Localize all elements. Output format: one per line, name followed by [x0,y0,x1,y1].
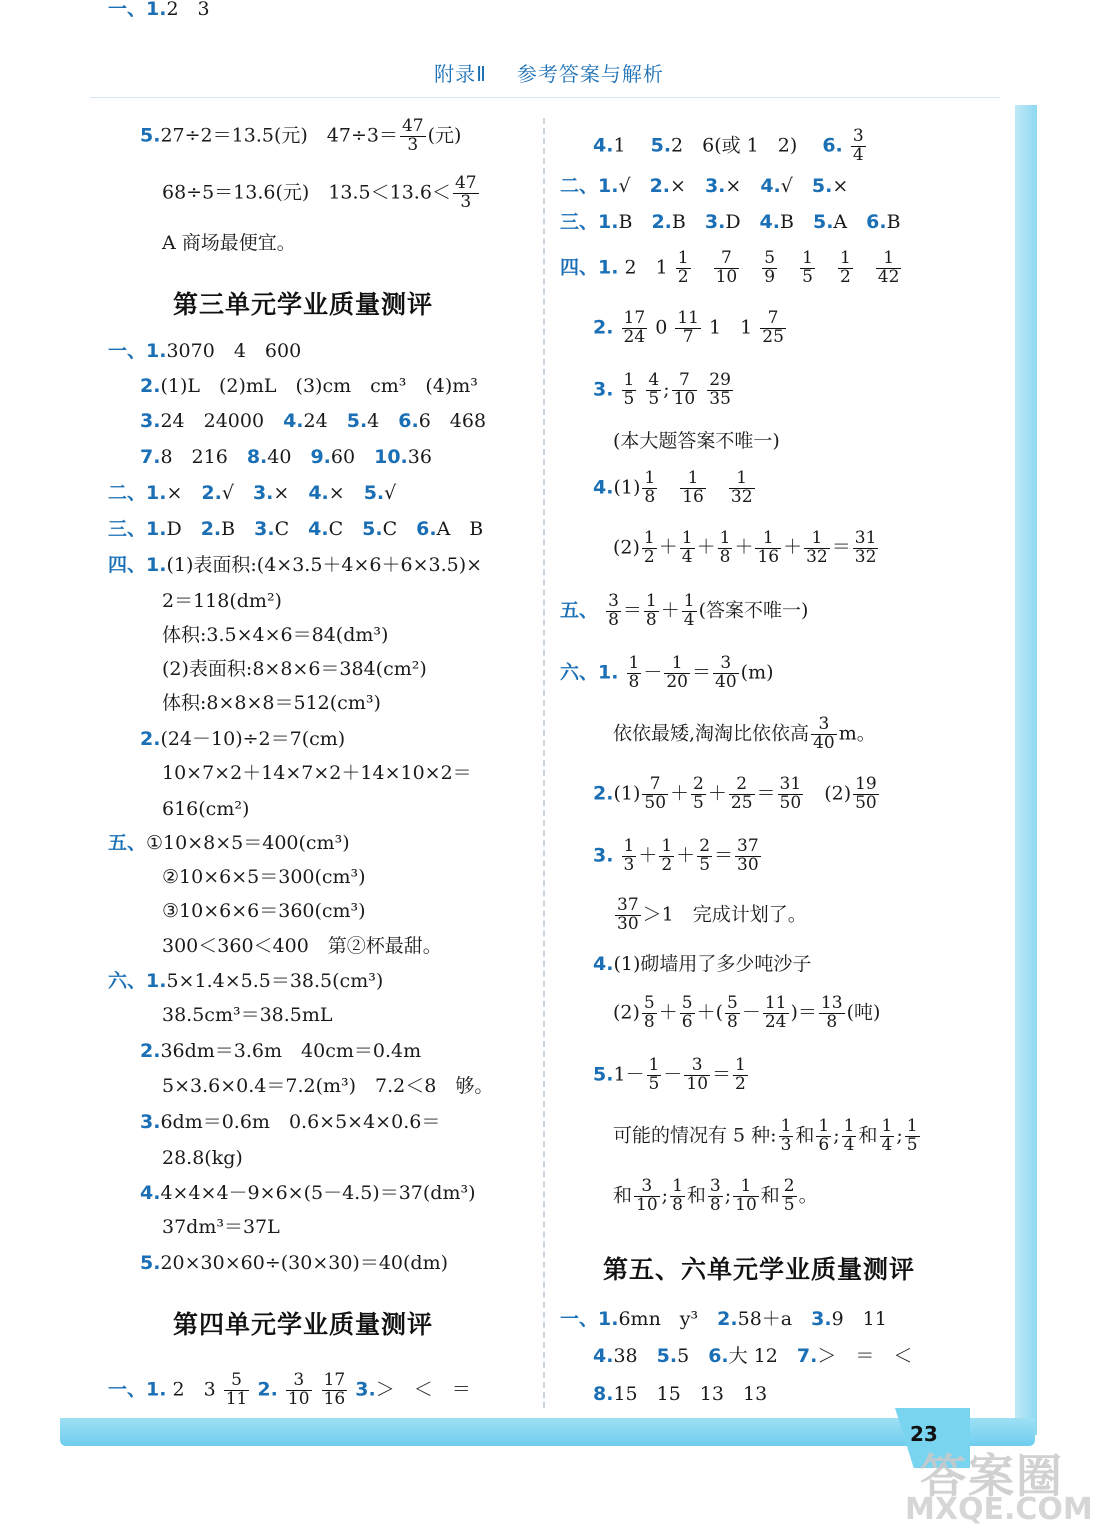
left-answer-line: 37dm³＝37L [162,1216,280,1238]
fraction: $\frac{1}{2}$ [839,248,851,287]
left-answer-line: 5×3.6×0.4＝7.2(m³) 7.2＜8 够。 [162,1075,494,1097]
fraction: $\frac{31}{32}$ [854,528,877,567]
page-number: 23 [910,1422,938,1446]
fraction: $\frac{3}{4}$ [852,126,864,165]
left-answer-line: 616(cm²) [162,798,250,820]
right-answer-line: (2) $\frac{1}{2}$ ＋ $\frac{1}{4}$ ＋ $\frac{1}{8}$ ＋ $\frac{1}{16}$ ＋ $\frac{1}{32}$ ＝ $\frac{31}{32}$ [613,528,877,567]
side-decoration-band [1015,105,1037,1435]
fraction: $\frac{47}{3}$ [454,173,477,212]
fraction: $\frac{7}{10}$ [715,248,738,287]
page-header [0,58,1098,87]
left-answer-line: 4.4×4×4－9×6×(5－4.5)＝37(dm³) [140,1182,476,1204]
right-answer-line: 8.15 15 13 13 [593,1383,768,1405]
right-answer-line: 可能的情况有 5 种: $\frac{1}{3}$ 和 $\frac{1}{6}$ ; $\frac{1}{4}$ 和 $\frac{1}{4}$ ; $\frac{1}{5}$ [613,1116,918,1155]
section-title: 第四单元学业质量测评 [173,1310,434,1339]
right-answer-line: 4.(1) $\frac{1}{8}$ $\frac{1}{16}$ $\frac{1}{32}$ [593,468,753,507]
left-answer-line: 5.20×30×60÷(30×30)＝40(dm) [140,1252,449,1274]
fraction: $\frac{5}{9}$ [764,248,776,287]
left-answer-line: 5.27÷2＝13.5(元) 47÷3＝ $\frac{47}{3}$ (元) [140,116,462,155]
fraction: $\frac{1}{2}$ [677,248,689,287]
right-answer-line: 3. $\frac{1}{3}$ ＋ $\frac{1}{2}$ ＋ $\frac{2}{5}$ ＝ $\frac{37}{30}$ [593,836,759,875]
left-answer-line: 2＝118(dm²) [162,590,282,612]
fraction: $\frac{1}{2}$ [643,528,655,567]
right-answer-line: 2. $\frac{17}{24}$ 0 $\frac{11}{7}$ 1 1 $\frac{7}{25}$ [593,308,784,347]
watermark-url: MXQE.COM [905,1492,1093,1527]
left-answer-line: ②10×6×5＝300(cm³) [162,866,366,888]
section-title: 第三单元学业质量测评 [173,290,434,319]
left-answer-line: 五、①10×8×5＝400(cm³) [108,832,350,854]
left-answer-line: 四、1.(1)表面积:(4×3.5＋4×6＋6×3.5)× [108,554,483,576]
fraction: $\frac{5}{11}$ [225,1370,248,1409]
left-answer-line: 一、1. 2 3 $\frac{5}{11}$ 2. $\frac{3}{10}$ $\frac{17}{16}$ 3.＞ ＜ ＝ [108,1370,471,1409]
header-title: 参考答案与解析 [516,62,664,86]
left-answer-line: 7.8 216 8.40 9.60 10.36 [140,446,432,468]
right-answer-line: 和 $\frac{3}{10}$ ; $\frac{1}{8}$ 和 $\frac{3}{8}$ ; $\frac{1}{10}$ 和 $\frac{2}{5}$ 。 [613,1176,818,1215]
fraction: $\frac{1}{32}$ [730,468,753,507]
right-answer-line: (本大题答案不唯一) [613,430,780,452]
header-rule [90,97,1000,98]
left-answer-line: 68÷5＝13.6(元) 13.5＜13.6＜ $\frac{47}{3}$ [162,173,477,212]
left-answer-line: 体积:8×8×8＝512(cm³) [162,692,381,714]
fraction: $\frac{1}{5}$ [802,248,813,287]
left-answer-line: A 商场最便宜。 [162,232,296,254]
left-answer-line: 38.5cm³＝38.5mL [162,1004,333,1026]
column-divider [543,118,545,1408]
fraction: $\frac{47}{3}$ [401,116,424,155]
right-answer-line: 六、1. $\frac{1}{8}$ － $\frac{1}{20}$ ＝ $\frac{3}{40}$ (m) [560,653,774,692]
right-answer-line: 四、1. 2 1 $\frac{1}{2}$ $\frac{7}{10}$ $\frac{5}{9}$ $\frac{1}{5}$ $\frac{1}{2}$ $\frac{1}{42}$ [560,248,900,287]
right-answer-line: 4.38 5.5 6.大 12 7.＞ ＝ ＜ [593,1345,913,1367]
right-answer-line: 4.(1)砌墙用了多少吨沙子 [593,953,812,975]
right-answer-line: 依依最矮,淘淘比依依高 $\frac{3}{40}$ m。 [613,714,876,753]
left-answer-line: 二、1.× 2.√ 3.× 4.× 5.√ [108,482,397,504]
right-answer-line: 2.(1) $\frac{7}{50}$ ＋ $\frac{2}{5}$ ＋ $\frac{2}{25}$ ＝ $\frac{31}{50}$ (2) $\frac{19}{50}$ [593,774,877,813]
right-answer-line: 5.1－ $\frac{1}{5}$ － $\frac{3}{10}$ ＝ $\frac{1}{2}$ [593,1055,746,1094]
right-answer-line: 4.1 5.2 6(或 1 2) 6. $\frac{3}{4}$ [593,126,864,165]
fraction: $\frac{1}{8}$ [719,528,731,567]
fraction: $\frac{1}{8}$ [644,468,656,507]
left-answer-line: 2.36dm＝3.6m 40cm＝0.4m [140,1040,422,1062]
fraction: $\frac{1}{16}$ [757,528,780,567]
left-answer-line: 一、1.3070 4 600 [108,340,302,362]
header-appendix: 附录Ⅱ [434,62,487,86]
left-answer-line: 3.24 24000 4.24 5.4 6.6 468 [140,410,487,432]
right-answer-line: 二、1.√ 2.× 3.× 4.√ 5.× [560,175,849,197]
right-answer-line: 一、1.6mn y³ 2.58＋a 3.9 11 [560,1308,887,1330]
left-answer-line: 28.8(kg) [162,1147,243,1169]
left-answer-line: 体积:3.5×4×6＝84(dm³) [162,624,389,646]
left-answer-line: 10×7×2＋14×7×2＋14×10×2＝ [162,762,472,784]
left-answer-line: (2)表面积:8×8×6＝384(cm²) [162,658,427,680]
fraction: $\frac{1}{4}$ [681,528,693,567]
left-answer-line: 六、1.5×1.4×5.5＝38.5(cm³) [108,970,384,992]
right-answer-line: (2) $\frac{5}{8}$ ＋ $\frac{5}{6}$ ＋( $\frac{5}{8}$ － $\frac{11}{24}$ )＝ $\frac{13}{8}$ (吨) [613,993,881,1032]
fraction: $\frac{1}{32}$ [806,528,828,567]
left-answer-line: 三、1.D 2.B 3.C 4.C 5.C 6.A B [108,518,484,540]
left-answer-line: 3.6dm＝0.6m 0.6×5×4×0.6＝ [140,1111,441,1133]
left-answer-line: ③10×6×6＝360(cm³) [162,900,366,922]
fraction: $\frac{3}{10}$ [287,1370,310,1409]
right-answer-line: 三、1.B 2.B 3.D 4.B 5.A 6.B [560,211,901,233]
bottom-decoration-band [60,1418,1035,1446]
left-answer-line: 一、1.2 3 [108,0,210,20]
left-answer-line: 300＜360＜400 第②杯最甜。 [162,935,442,957]
fraction: $\frac{17}{16}$ [323,1370,346,1409]
left-answer-line: 2.(24－10)÷2＝7(cm) [140,728,346,750]
fraction: $\frac{1}{42}$ [877,248,900,287]
left-answer-line: 2.(1)L (2)mL (3)cm cm³ (4)m³ [140,375,478,397]
fraction: $\frac{1}{16}$ [682,468,704,507]
right-answer-line: 五、 $\frac{3}{8}$ ＝ $\frac{1}{8}$ ＋ $\frac{1}{4}$ (答案不唯一) [560,591,809,630]
right-answer-line: 3. $\frac{1}{5}$ $\frac{4}{5}$ ; $\frac{7}{10}$ $\frac{29}{35}$ [593,370,731,409]
section-title: 第五、六单元学业质量测评 [603,1255,916,1284]
right-answer-line: $\frac{37}{30}$ ＞1 完成计划了。 [617,895,807,934]
watermark-logo: 答案圈 [920,1449,1064,1503]
